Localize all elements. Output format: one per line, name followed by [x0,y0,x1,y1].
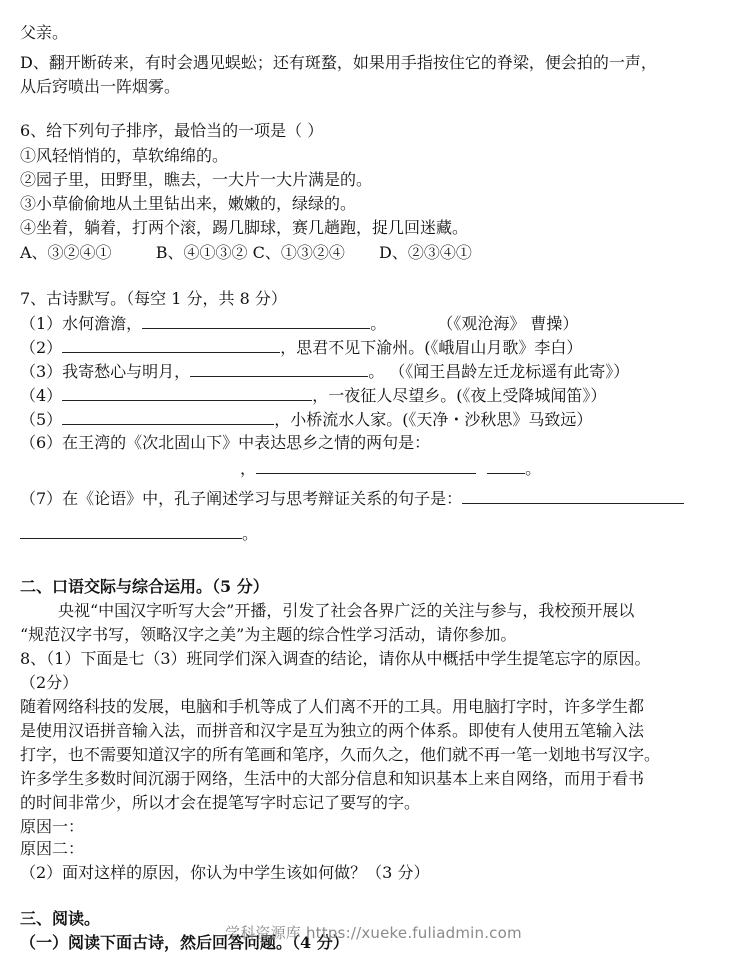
sentence-4: ④坐着，躺着，打两个滚，踢几脚球，赛几趟跑，捉几回迷藏。 [20,218,469,237]
poem-line-4 [20,384,606,407]
answer-blank[interactable] [190,360,368,377]
question-8-stem: 8、（1）下面是七（3）班同学们深入调查的结论，请你从中概括中学生提笔忘字的原因。 [20,649,651,668]
question-7-stem: 7、古诗默写。（每空 1 分，共 8 分） [20,289,287,308]
section-heading: 二、口语交际与综合运用。（5 分） [20,577,269,596]
answer-blank[interactable] [20,522,242,539]
passage-line: 随着网络科技的发展，电脑和手机等成了人们离不开的工具。用电脑打字时，许多学生都 [20,697,645,716]
answer-blank[interactable] [142,312,370,329]
poem-line-7 [20,487,684,510]
reason-1-label: 原因一： [20,817,85,836]
poem-line-2 [20,336,582,359]
question-6-stem: 6、给下列句子排序，最恰当的一项是（ ） [20,121,324,140]
answer-blank[interactable] [62,336,280,353]
option-c: C、①③②④ [252,243,345,262]
poem-text: （7）在《论语》中，孔子阐述学习与思考辩证关系的句子是： [20,489,463,508]
poem-line-7-cont [20,522,258,545]
poem-line-6: （6）在王湾的《次北固山下》中表达思乡之情的两句是： [20,433,431,452]
section-heading: 三、阅读。 [20,909,101,928]
answer-blank[interactable] [462,487,684,504]
poem-text: （1）水何澹澹， [20,314,143,333]
sentence-3: ③小草偷偷地从土里钻出来，嫩嫩的，绿绿的。 [20,194,357,213]
poem-line-1 [20,312,578,335]
poem-text: ，思君不见下渝州。(《峨眉山月歌》李白） [280,338,583,357]
question-8-2: （2）面对这样的原因，你认为中学生该如何做？（3 分） [20,863,430,882]
poem-text: 。 （《闻王昌龄左迁龙标遥有此寄》） [368,362,630,381]
answer-blank[interactable] [62,408,274,425]
option-d-line: 从后窍喷出一阵烟雾。 [20,77,181,96]
paragraph-line: “规范汉字书写，领略汉字之美”为主题的综合性学习活动，请你参加。 [20,625,517,644]
answer-blank[interactable] [256,457,476,474]
option-a: A、③②④① [20,243,112,262]
poem-text: 。 [525,459,542,478]
poem-text: ，一夜征人尽望乡。(《夜上受降城闻笛》） [312,386,607,405]
poem-text: （3）我寄愁心与明月， [20,362,191,381]
watermark: 学科资源库 https://xueke.fuliadmin.com [225,924,522,942]
sentence-1: ①风轻悄悄的，草软绵绵的。 [20,146,229,165]
passage-line: 的时间非常少，所以才会在提笔写字时忘记了要写的字。 [20,793,421,812]
passage-line: 是使用汉语拼音输入法，而拼音和汉字是互为独立的两个体系。即使有人使用五笔输入法 [20,721,645,740]
q6-options [20,242,472,264]
text-line: 父亲。 [20,23,69,42]
reason-2-label: 原因二： [20,839,85,858]
answer-blank[interactable] [62,384,312,401]
paragraph-line: 央视“中国汉字听写大会”开播，引发了社会各界广泛的关注与参与，我校预开展以 [58,601,635,620]
poem-text: ，小桥流水人家。(《天净・沙秋思》马致远） [274,410,593,429]
poem-source: （ [437,314,454,333]
question-8-score: （2分） [20,673,79,692]
poem-line-3 [20,360,629,383]
sentence-2: ②园子里，田野里，瞧去，一大片一大片满是的。 [20,170,373,189]
poem-text: 。 [242,524,259,543]
subsection-heading: （一）阅读下面古诗，然后回答问题。（4 分） [20,933,349,952]
passage-line: 许多学生多数时间沉溺于网络，生活中的大部分信息和知识基本上来自网络，而用于看书 [20,769,645,788]
poem-line-5 [20,408,592,431]
answer-blank[interactable] [487,457,525,474]
poem-text: （4） [20,386,63,405]
option-b: B、④①③② [155,243,248,262]
poem-text: （5） [20,410,63,429]
poem-text: （2） [20,338,63,357]
poem-text: 。 [370,314,387,333]
passage-line: 打字，也不需要知道汉字的所有笔画和笔序，久而久之，他们就不再一笔一划地书写汉字。 [20,745,661,764]
poem-text: ， [240,459,257,478]
option-d: D、②③④① [379,243,472,262]
poem-line-6-answers [240,457,541,480]
option-d-line: D、翻开断砖来，有时会遇见蜈蚣；还有斑蝥，如果用手指按住它的脊梁，便会拍的一声， [20,53,657,72]
poem-source: 《观沧海》 曹操） [453,314,579,333]
